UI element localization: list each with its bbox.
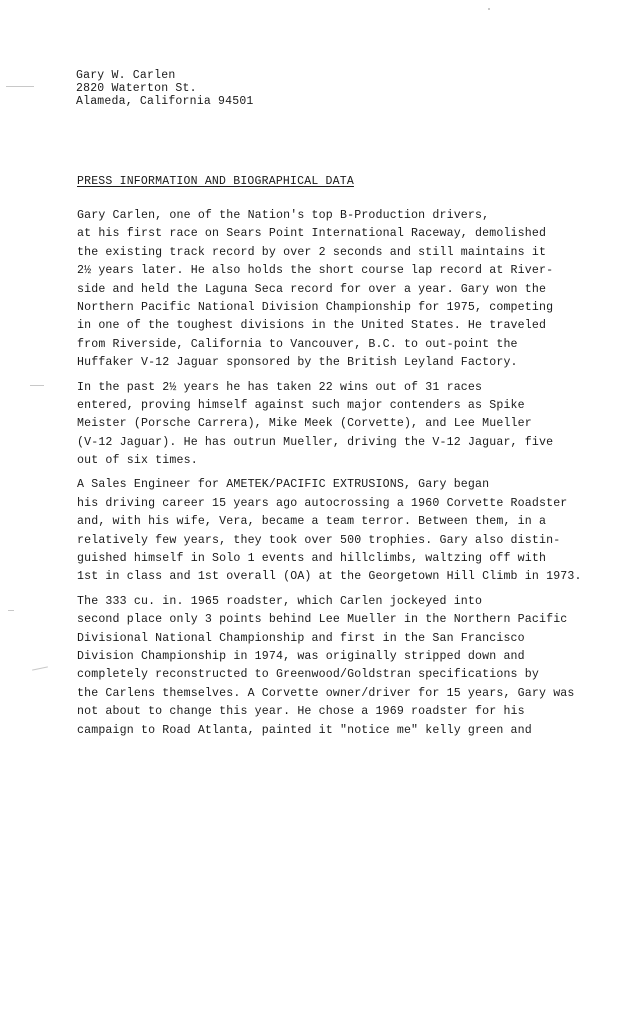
text-line: Divisional National Championship and first in the San Francisco <box>77 631 525 645</box>
text-line: out of six times. <box>77 454 198 468</box>
text-line: Huffaker V-12 Jaguar sponsored by the British Leyland Factory. <box>77 356 518 370</box>
sender-street: 2820 Waterton St. <box>76 82 197 95</box>
text-line: his driving career 15 years ago autocrossing a 1960 Corvette Roadster <box>77 496 568 510</box>
text-line: campaign to Road Atlanta, painted it "notice me" kelly green and <box>77 723 532 737</box>
text-line: at his first race on Sears Point International Raceway, demolished <box>77 227 547 241</box>
text-line: entered, proving himself against such major contenders as Spike <box>77 398 525 412</box>
paragraph <box>77 476 605 586</box>
text-line: completely reconstructed to Greenwood/Goldstran specifications by <box>77 668 539 682</box>
scan-mark <box>8 610 14 611</box>
scan-mark <box>32 666 48 670</box>
text-line: guished himself in Solo 1 events and hillclimbs, waltzing off with <box>77 552 547 566</box>
scan-mark <box>30 385 44 386</box>
text-line: and, with his wife, Vera, became a team terror. Between them, in a <box>77 515 547 529</box>
text-line: in one of the toughest divisions in the United States. He traveled <box>77 319 547 333</box>
text-line: 1st in class and 1st overall (OA) at the Georgetown Hill Climb in 1973. <box>77 570 582 584</box>
text-line: Division Championship in 1974, was originally stripped down and <box>77 649 525 663</box>
sender-address <box>76 69 254 108</box>
text-line: (V-12 Jaguar). He has outrun Mueller, driving the V-12 Jaguar, five <box>77 435 554 449</box>
text-line: from Riverside, California to Vancouver, B.C. to out-point the <box>77 337 518 351</box>
document-heading: PRESS INFORMATION AND BIOGRAPHICAL DATA <box>77 175 354 188</box>
text-line: In the past 2½ years he has taken 22 wins out of 31 races <box>77 380 483 394</box>
paragraph <box>77 593 605 740</box>
text-line: the existing track record by over 2 seconds and still maintains it <box>77 245 547 259</box>
text-line: not about to change this year. He chose a 1969 roadster for his <box>77 705 525 719</box>
text-line: side and held the Laguna Seca record for over a year. Gary won the <box>77 282 547 296</box>
text-line: Meister (Porsche Carrera), Mike Meek (Corvette), and Lee Mueller <box>77 417 532 431</box>
sender-city: Alameda, California 94501 <box>76 95 254 108</box>
paragraph <box>77 207 605 373</box>
text-line: A Sales Engineer for AMETEK/PACIFIC EXTRUSIONS, Gary began <box>77 478 490 492</box>
text-line: the Carlens themselves. A Corvette owner/driver for 15 years, Gary was <box>77 686 575 700</box>
text-line: relatively few years, they took over 500 trophies. Gary also distin- <box>77 533 561 547</box>
text-line: The 333 cu. in. 1965 roadster, which Carlen jockeyed into <box>77 594 483 608</box>
text-line: second place only 3 points behind Lee Mueller in the Northern Pacific <box>77 613 568 627</box>
text-line: 2½ years later. He also holds the short course lap record at River- <box>77 264 554 278</box>
text-line: Gary Carlen, one of the Nation's top B-Production drivers, <box>77 209 490 222</box>
document-body <box>77 207 605 740</box>
text-line: Northern Pacific National Division Championship for 1975, competing <box>77 300 554 314</box>
sender-name: Gary W. Carlen <box>76 69 176 82</box>
paragraph <box>77 379 605 471</box>
scan-mark <box>6 86 34 87</box>
scan-mark <box>488 8 490 10</box>
